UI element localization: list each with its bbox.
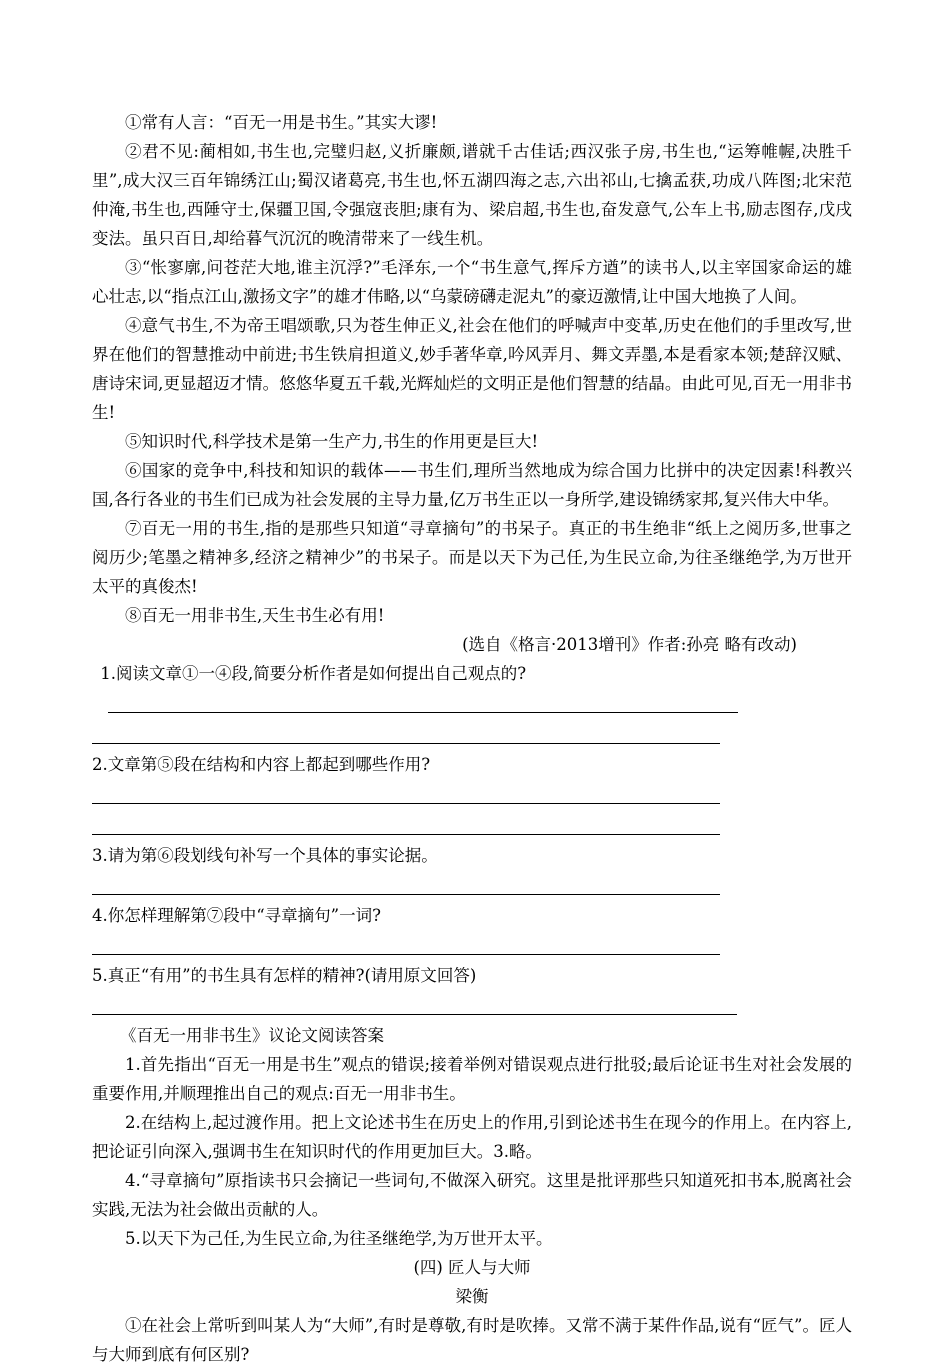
question-2: 2.文章第⑤段在结构和内容上都起到哪些作用? [92,755,431,774]
document-content [92,108,852,1369]
passage-paragraph-3: ③“怅寥廓,问苍茫大地,谁主沉浮?”毛泽东,一个“书生意气,挥斥方遒”的读书人,以主宰国家命运的雄心壮志,以“指点江山,激扬文字”的雄才伟略,以“乌蒙磅礴走泥丸”的豪迈激情,让中国大地换了人间。 [92,258,852,306]
answer-key-title: 《百无一用非书生》议论文阅读答案 [120,1026,384,1045]
answer-line [92,719,720,744]
passage-source: (选自《格言·2013增刊》作者:孙亮 略有改动) [462,635,797,654]
passage-paragraph-2: ②君不见:蔺相如,书生也,完璧归赵,义折廉颇,谱就千古佳话;西汉张子房,书生也,“运筹帷幄,决胜千里”,成大汉三百年锦绣江山;蜀汉诸葛亮,书生也,怀五湖四海之志,六出祁山,七擒孟获,功成八阵图;北宋范仲淹,书生也,西陲守士,保疆卫国,令强寇丧胆;康有为、梁启超,书生也,奋发意气,公车上书,励志图存,戊戌变法。虽只百日,却给暮气沉沉的晚清带来了一线生机。 [92,142,852,248]
answer-2: 2.在结构上,起过渡作用。把上文论述书生在历史上的作用,引到论述书生在现今的作用上。在内容上,把论证引向深入,强调书生在知识时代的作用更加巨大。3.略。 [92,1113,852,1161]
section-paragraph-1: ①在社会上常听到叫某人为“大师”,有时是尊敬,有时是吹捧。又常不满于某件作品,说有“匠气”。匠人与大师到底有何区别? [92,1316,852,1364]
answer-line [92,870,720,895]
answer-line [92,810,720,835]
passage-paragraph-1: ①常有人言：“百无一用是书生。”其实大谬! [125,113,438,132]
answer-4: 4.“寻章摘句”原指读书只会摘记一些词句,不做深入研究。这里是批评那些只知道死扣书本,脱离社会实践,无法为社会做出贡献的人。 [92,1171,852,1219]
section-title: (四) 匠人与大师 [413,1258,531,1277]
answer-line [92,930,720,955]
passage-paragraph-4: ④意气书生,不为帝王唱颂歌,只为苍生伸正义,社会在他们的呼喊声中变革,历史在他们的手里改写,世界在他们的智慧推动中前进;书生铁肩担道义,妙手著华章,吟风弄月、舞文弄墨,本是看家本领;楚辞汉赋、唐诗宋词,更显超迈才情。悠悠华夏五千载,光辉灿烂的文明正是他们智慧的结晶。由此可见,百无一用非书生! [92,316,852,422]
passage-paragraph-7: ⑦百无一用的书生,指的是那些只知道“寻章摘句”的书呆子。真正的书生绝非“纸上之阅历多,世事之阅历少;笔墨之精神多,经济之精神少”的书呆子。而是以天下为己任,为生民立命,为往圣继绝学,为万世开太平的真俊杰! [92,519,852,596]
answer-line [108,688,738,713]
passage-paragraph-6: ⑥国家的竞争中,科技和知识的载体——书生们,理所当然地成为综合国力比拼中的决定因素!科教兴国,各行各业的书生们已成为社会发展的主导力量,亿万书生正以一身所学,建设锦绣家邦,复兴伟大中华。 [92,461,852,509]
question-4: 4.你怎样理解第⑦段中“寻章摘句”一词? [92,906,381,925]
answer-1: 1.首先指出“百无一用是书生”观点的错误;接着举例对错误观点进行批驳;最后论证书生对社会发展的重要作用,并顺理推出自己的观点:百无一用非书生。 [92,1055,852,1103]
answer-line [92,990,737,1015]
question-1: 1.阅读文章①一④段,简要分析作者是如何提出自己观点的? [100,664,527,683]
answer-line [92,779,720,804]
question-3: 3.请为第⑥段划线句补写一个具体的事实论据。 [92,846,438,865]
answer-5: 5.以天下为己任,为生民立命,为往圣继绝学,为万世开太平。 [125,1229,553,1248]
question-5: 5.真正“有用”的书生具有怎样的精神?(请用原文回答) [92,966,477,985]
section-author: 梁衡 [455,1287,489,1306]
passage-paragraph-5: ⑤知识时代,科学技术是第一生产力,书生的作用更是巨大! [125,432,539,451]
passage-paragraph-8: ⑧百无一用非书生,天生书生必有用! [125,606,385,625]
